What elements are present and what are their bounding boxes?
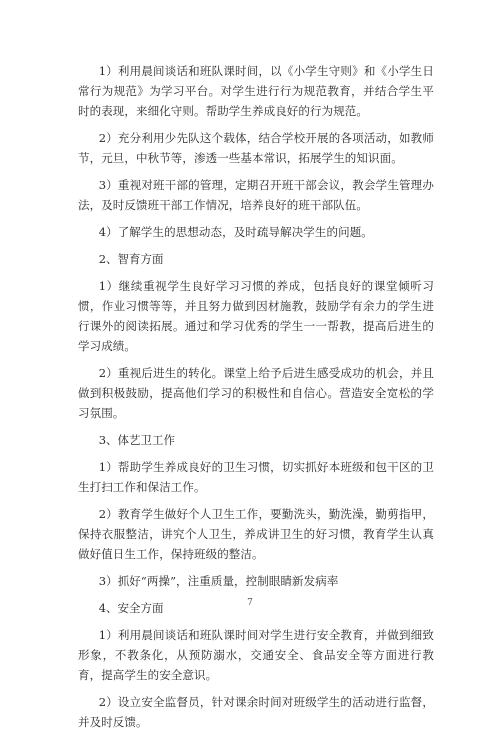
paragraph-health-2: 2）教育学生做好个人卫生工作，要勤洗头，勤洗澡，勤剪指甲，保持衣服整洁，讲究个人卫生，养成讲卫生的好习惯，教育学生认真做好值日生工作，保持班级的整洁。 (78, 507, 434, 561)
section-heading-safety: 4、安全方面 (98, 601, 164, 615)
section-heading-sports-arts-health: 3、体艺卫工作 (98, 433, 176, 447)
paragraph-safety-2: 2）设立安全监督员，针对课余时间对班级学生的活动进行监督，并及时反馈。 (78, 695, 434, 729)
paragraph-safety-1: 1）利用晨间谈话和班队课时间对学生进行安全教育，并做到细致形象，不教条化，从预防溺水，交通安全、食品安全等方面进行教育，提高学生的安全意识。 (78, 628, 434, 682)
paragraph-moral-1: 1）利用晨间谈话和班队课时间，以《小学生守则》和《小学生日常行为规范》为学习平台。对学生进行行为规范教育，并结合学生平时的表现，来细化守则。帮助学生养成良好的行为规范。 (78, 64, 434, 118)
section-heading-intellectual: 2、智育方面 (98, 252, 164, 266)
paragraph-intellectual-2: 2）重视后进生的转化。课堂上给予后进生感受成功的机会，并且做到积极鼓励，提高他们学习的积极性和自信心。营造安全宽松的学习氛围。 (78, 366, 434, 420)
page-number: 7 (247, 598, 253, 608)
paragraph-intellectual-1: 1）继续重视学生良好学习习惯的养成，包括良好的课堂倾听习惯，作业习惯等等，并且努力做到因材施教，鼓励学有余力的学生进行课外的阅读拓展。通过和学习优秀的学生一一帮教，提高后进生的学习成绩。 (78, 279, 434, 353)
paragraph-moral-3: 3）重视对班干部的管理，定期召开班干部会议，教会学生管理办法，及时反馈班干部工作情况，培养良好的班干部队伍。 (78, 178, 434, 212)
paragraph-health-3: 3）抓好“两操”，注重质量，控制眼睛新发病率 (98, 574, 339, 588)
paragraph-health-1: 1）帮助学生养成良好的卫生习惯，切实抓好本班级和包干区的卫生打扫工作和保洁工作。 (78, 460, 434, 494)
paragraph-moral-2: 2）充分利用少先队这个载体，结合学校开展的各项活动，如教师节，元旦，中秋节等，渗透一些基本常识，拓展学生的知识面。 (78, 131, 434, 165)
paragraph-moral-4: 4）了解学生的思想动态，及时疏导解决学生的问题。 (98, 225, 373, 239)
